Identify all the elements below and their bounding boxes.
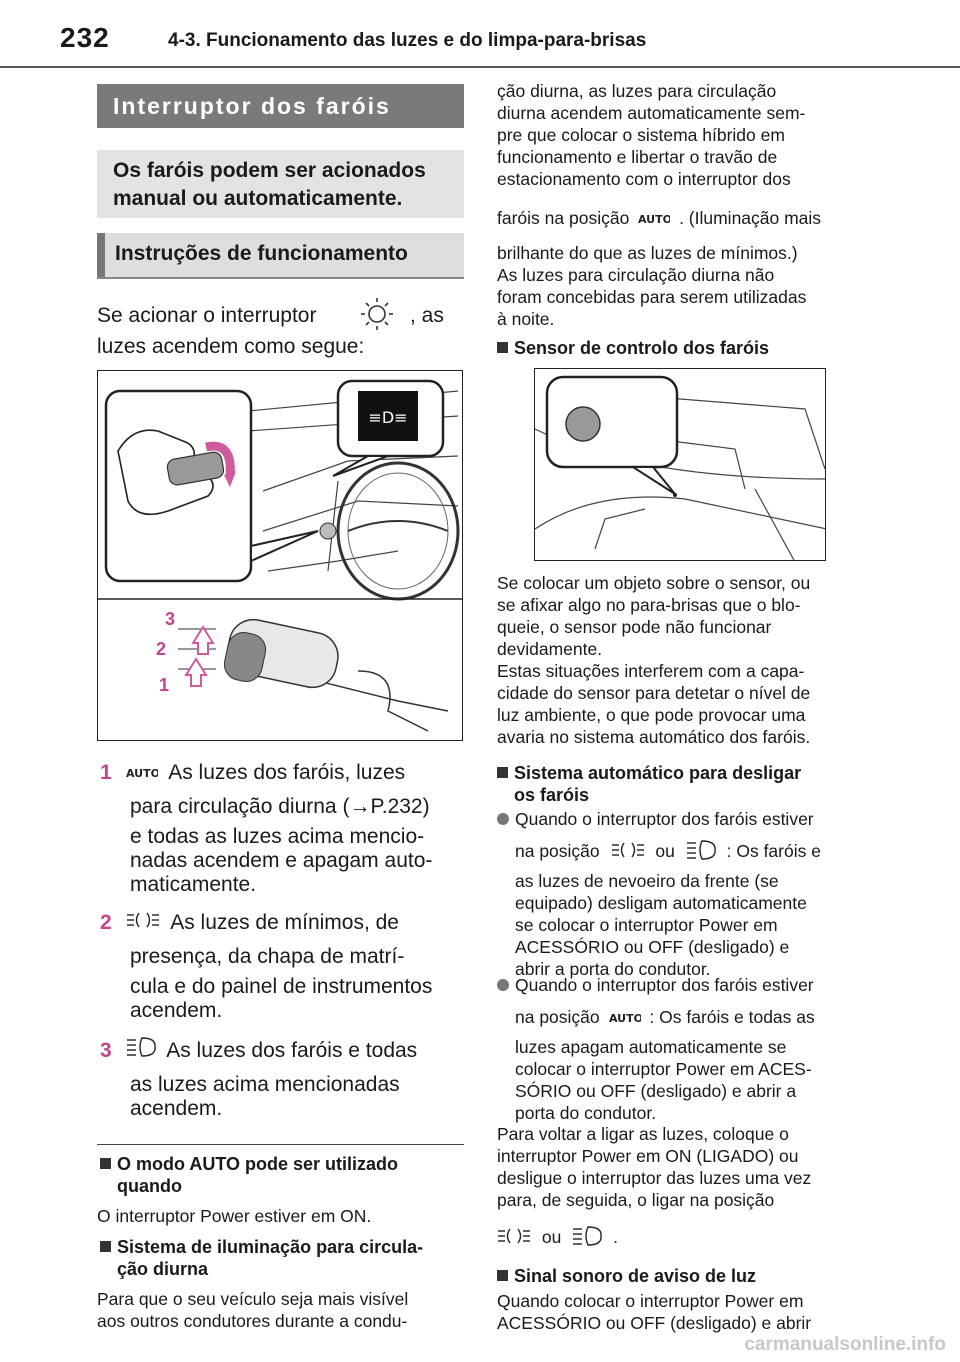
text-part: : Os faróis e todas as [649,1007,815,1027]
heading-line: os faróis [514,785,590,805]
text-line: luz ambiente, o que pode provocar uma [497,705,806,725]
svg-text:AUTO: AUTO [125,767,158,780]
text-line: diurna acendem automaticamente sem- [497,103,806,123]
text-line: abrir a porta do condutor. [515,959,711,979]
text-line: interruptor Power em ON (LIGADO) ou [497,1146,799,1166]
svg-text:≡D≡: ≡D≡ [368,408,408,427]
text-line: equipado) desligam automaticamente [515,893,807,913]
text-line: As luzes para circulação diurna não [497,265,775,285]
sensor-figure [534,368,826,561]
text-line: porta do condutor. [515,1103,657,1123]
section-title: Interruptor dos faróis [97,84,464,128]
drl-text-cont [497,80,805,190]
lead-line-1 [97,300,316,331]
item-number: 3 [100,1039,112,1062]
item-3-line-1 [100,1036,417,1066]
headlight-icon [126,1036,156,1066]
item-3-line-2: as luzes acima mencionadas [130,1073,400,1096]
item-1-line-1 [100,758,405,788]
auto-mode-heading [100,1153,470,1197]
header-divider [0,66,960,68]
drl-heading [100,1236,470,1280]
lead-text-a: Se acionar o interruptor [97,304,317,327]
auto-icon [638,208,670,230]
reactivate-icons-line [497,1226,618,1251]
item-text: As luzes dos faróis e todas [166,1039,418,1062]
text-part: na posição [515,841,600,862]
heading-line: Sistema de iluminação para circula- [117,1237,424,1257]
text-line: Quando colocar o interruptor Power em [497,1291,804,1311]
text-line: foram concebidas para serem utilizadas [497,287,807,307]
item-1-line-5: maticamente. [130,873,257,896]
text-part: faróis na posição [497,208,630,228]
subsection-rule [97,277,464,279]
bullet-1-line-2 [515,840,821,865]
text-line: à noite. [497,309,555,329]
svg-text:AUTO: AUTO [638,213,671,226]
text-line: Estas situações interferem com a capa- [497,661,805,681]
buzzer-heading [497,1265,756,1287]
reactivate-text [497,1123,811,1211]
text-line: colocar o interruptor Power em ACES- [515,1059,812,1079]
item-1-line-3: e todas as luzes acima mencio- [130,825,425,848]
switch-figure [97,370,463,741]
bullet-2-line-2 [515,1006,815,1029]
drl-text-rest [497,242,806,330]
text-line: aos outros condutores durante a condu- [97,1311,408,1331]
text-line: para, de seguida, o ligar na posição [497,1190,775,1210]
side-light-icon [126,908,160,938]
svg-text:AUTO: AUTO [608,1012,641,1025]
text-part: Quando o interruptor dos faróis estiver [515,975,814,995]
item-number: 2 [100,911,112,934]
intro-line-1: Os faróis podem ser acionados [113,159,426,182]
text-line: luzes apagam automaticamente se [515,1037,787,1057]
text-line: cidade do sensor para detetar o nível de [497,683,811,703]
heading-line: O modo AUTO pode ser utilizado [117,1154,399,1174]
text-line: funcionamento e libertar o travão de [497,147,778,167]
buzzer-text [497,1290,811,1334]
figure-label-2: 2 [156,639,167,659]
square-bullet-icon [497,1270,508,1281]
auto-mode-text: O interruptor Power estiver em ON. [97,1206,372,1226]
lead-text-b: , as [410,304,444,327]
item-number: 1 [100,761,112,784]
text-part: na posição [515,1007,600,1027]
intro-box [97,150,464,218]
bullet-1-line-1 [497,808,814,830]
subsection-title: Instruções de funcionamento [97,233,464,277]
auto-off-heading [497,762,801,806]
text-line: Para que o seu veículo seja mais visível [97,1289,409,1309]
item-text: As luzes de mínimos, de [170,911,399,934]
text-line: estacionamento com o interruptor dos [497,169,791,189]
text-line: queie, o sensor pode não funcionar [497,617,772,637]
square-bullet-icon [100,1158,111,1169]
lead-text-c: luzes acendem como segue: [97,335,365,358]
heading-line: quando [117,1176,182,1196]
sensor-heading [497,337,769,359]
text-part: Quando o interruptor dos faróis estiver [515,809,814,829]
square-bullet-icon [497,767,508,778]
bullet-2-line-1 [497,974,814,996]
bullet-2-rest [515,1036,812,1124]
figure-label-1: 1 [159,675,170,695]
headlight-icon [572,1226,602,1251]
heading-line: Sistema automático para desligar [514,763,802,783]
side-light-icon [611,841,645,864]
square-bullet-icon [100,1241,111,1252]
side-light-icon [497,1227,531,1250]
bullet-1-rest [515,870,807,980]
heading-line: ção diurna [117,1259,209,1279]
item-text: As luzes dos faróis, luzes [168,761,406,784]
text-line: as luzes de nevoeiro da frente (se [515,871,779,891]
heading-line: Sinal sonoro de aviso de luz [514,1266,757,1286]
text-line: ção diurna, as luzes para circulação [497,81,777,101]
text-line: ACESSÓRIO ou OFF (desligado) e [515,937,790,957]
watermark: carmanualsonline.info [744,1334,946,1355]
auto-icon [126,758,158,788]
drl-position-line [497,207,821,230]
item-3-line-3: acendem. [130,1097,223,1120]
text-part: ou [541,1227,562,1248]
text-line: Para voltar a ligar as luzes, coloque o [497,1124,789,1144]
text-line: avaria no sistema automático dos faróis. [497,727,811,747]
chapter-title: 4-3. Funcionamento das luzes e do limpa-para-brisas [168,30,647,51]
notes-divider [97,1144,464,1145]
sensor-text [497,572,810,748]
text-line: pre que colocar o sistema híbrido em [497,125,785,145]
text-line: SÓRIO ou OFF (desligado) e abrir a [515,1081,797,1101]
text-line: se afixar algo no para-brisas que o blo- [497,595,801,615]
auto-icon [609,1007,641,1029]
round-bullet-icon [497,979,509,991]
heading-line: Sensor de controlo dos faróis [514,338,770,358]
text-line: brilhante do que as luzes de mínimos.) [497,243,798,263]
text-line: se colocar o interruptor Power em [515,915,778,935]
item-2-line-3: cula e do painel de instrumentos [130,975,433,998]
text-line: desligue o interruptor das luzes uma vez [497,1168,812,1188]
item-1-line-2: para circulação diurna (→P.232) [130,795,430,818]
figure-label-3: 3 [165,609,176,629]
item-2-line-4: acendem. [130,999,223,1022]
drl-text [97,1288,408,1332]
intro-line-2: manual ou automaticamente. [113,187,403,210]
item-2-line-1 [100,908,399,938]
text-part: . (Iluminação mais [679,208,822,228]
text-part: . [613,1227,618,1248]
page-number: 232 [60,22,110,53]
text-line: ACESSÓRIO ou OFF (desligado) e abrir [497,1313,812,1333]
square-bullet-icon [497,342,508,353]
round-bullet-icon [497,813,509,825]
text-part: ou [655,841,675,862]
text-part: : Os faróis e [726,841,821,862]
item-1-line-4: nadas acendem e apagam auto- [130,849,433,872]
text-line: devidamente. [497,639,603,659]
headlight-icon [686,840,716,865]
item-2-line-2: presença, da chapa de matrí- [130,945,405,968]
text-line: Se colocar um objeto sobre o sensor, ou [497,573,811,593]
